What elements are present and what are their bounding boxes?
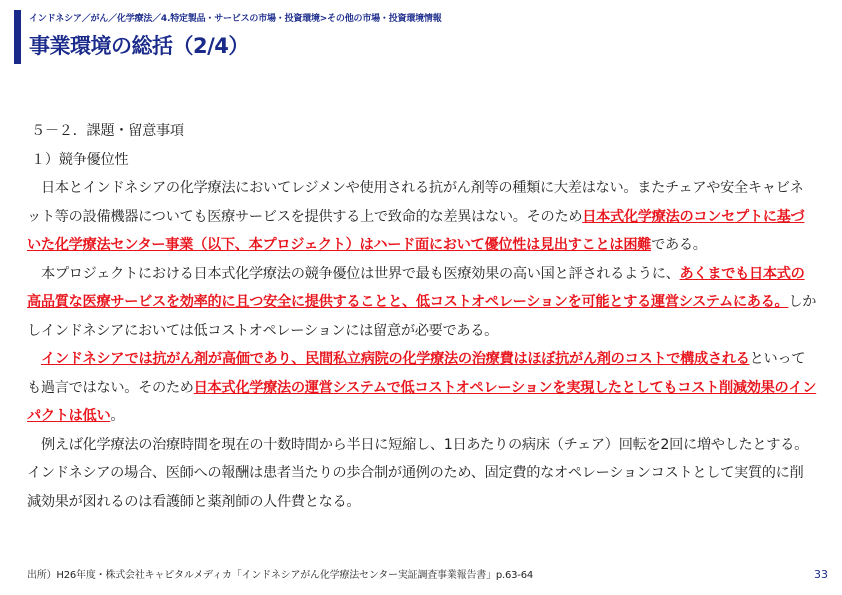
paragraph-1 [27, 174, 817, 260]
paragraph-3 [27, 345, 817, 431]
paragraph-4: 例えば化学療法の治療時間を現在の十数時間から半日に短縮し、1日あたりの病床（チェア）回転を2回に増やしたとする。インドネシアの場合、医師への報酬は患者当たりの歩合制が通例のため、固定費的なオペレーションコストとして実質的に削減効果が図れるのは看護師と薬剤師の人件費となる。 [27, 436, 808, 510]
source-note: 出所）H26年度・株式会社キャピタルメディカ「インドネシアがん化学療法センター実証調査事業報告書」p.63-64 [27, 570, 534, 581]
paragraph-1-highlight: 日本式化学療法のコンセプトに基づいた化学療法センター事業（以下、本プロジェクト）はハード面において優位性は見出すことは困難 [27, 208, 805, 253]
paragraph-3-highlight-2: 日本式化学療法の運営システムで低コストオペレーションを実現したとしてもコスト削減効果のインパクトは低い [27, 379, 817, 424]
paragraph-1-text: 日本とインドネシアの化学療法においてレジメンや使用される抗がん剤等の種類に大差はない。またチェアや安全キャビネット等の設備機器についても医療サービスを提供する上で致命的な差異はない。そのため [27, 180, 804, 225]
section-heading: ５－２．課題・留意事項 [31, 123, 184, 139]
paragraph-3-text: といっても過言ではない。そのため [27, 351, 806, 396]
paragraph-2-text: 本プロジェクトにおける日本式化学療法の競争優位は世界で最も医療効果の高い国と評されるように、 [41, 265, 680, 282]
breadcrumb: インドネシア／がん／化学療法／4.特定製品・サービスの市場・投資環境>その他の市場・投資環境情報 [29, 14, 442, 24]
title-accent-bar [14, 10, 21, 64]
paragraph-3-highlight-1: インドネシアでは抗がん剤が高価であり、民間私立病院の化学療法の治療費はほぼ抗がん剤のコストで構成される [41, 351, 750, 367]
subsection-heading: １）競争優位性 [31, 151, 129, 168]
page-title: 事業環境の総括（2/4） [29, 34, 249, 58]
paragraph-2-highlight: あくまでも日本式の高品質な医療サービスを効率的に且つ安全に提供することと、低コストオペレーションを可能とする運営システムにある。 [27, 265, 805, 310]
paragraph-1-text-end: である。 [651, 237, 707, 253]
paragraph-2 [27, 260, 817, 346]
paragraph-2-text-end: しかしインドネシアにおいては低コストオペレーションには留意が必要である。 [27, 294, 817, 339]
main-content [27, 117, 817, 516]
paragraph-3-text-end: 。 [110, 408, 125, 424]
page-number: 33 [814, 568, 828, 581]
